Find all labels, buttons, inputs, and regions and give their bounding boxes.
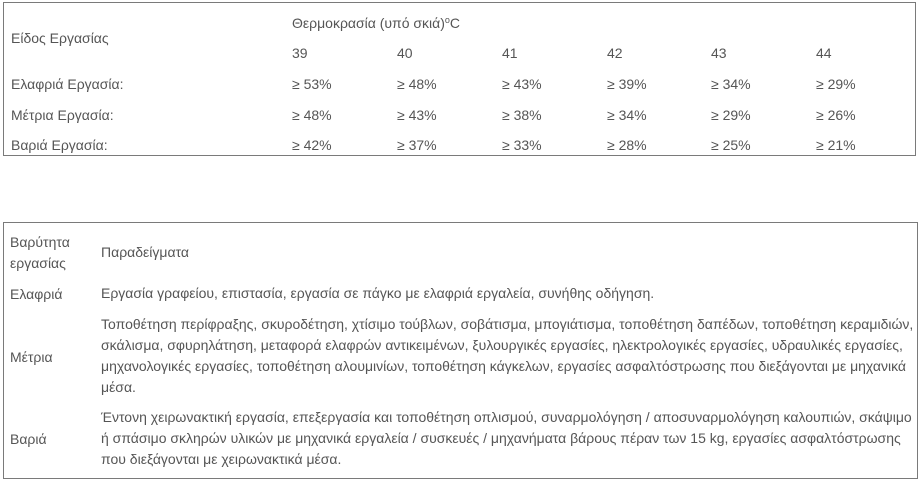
severity-desc-heavy: Έντονη χειρωνακτική εργασία, επεξεργασία και τοποθέτηση οπλισμού, συναρμολόγηση / αποσυναρμολόγηση καλουπιών, σκάψιμο ή σπάσιμο σκληρών υλικών με μηχανικά εργαλεία / συσκευές / μηχανήματα βάρους πέραν των 15 kg, εργασίες ασφαλτόστρωσης που διεξάγονται με χειρωνακτικά μέσα. [101,409,912,467]
temperature-col-42: 42 [607,45,623,61]
table-cell: ≥ 37% [397,137,437,153]
table-cell: ≥ 43% [397,107,437,123]
table-cell: ≥ 21% [816,137,856,153]
work-type-header: Είδος Εργασίας [11,30,109,46]
severity-label-heavy: Βαριά [10,431,47,447]
row-label-medium: Μέτρια Εργασία: [11,107,114,123]
table-cell: ≥ 26% [816,107,856,123]
table-cell: ≥ 34% [711,76,751,92]
severity-label-medium: Μέτρια [10,349,53,365]
severity-header-line2: εργασίας [10,255,66,271]
table-cell: ≥ 29% [711,107,751,123]
temperature-col-41: 41 [502,45,518,61]
humidity-threshold-table [3,2,916,156]
table-cell: ≥ 48% [397,76,437,92]
row-label-light: Ελαφριά Εργασία: [11,76,124,92]
table-cell: ≥ 34% [607,107,647,123]
severity-header-line1: Βαρύτητα [10,234,70,250]
examples-header: Παραδείγματα [101,244,189,260]
table-cell: ≥ 42% [292,137,332,153]
severity-desc-light: Εργασία γραφείου, επιστασία, εργασία σε πάγκο με ελαφριά εργαλεία, συνήθης οδήγηση. [101,285,655,301]
temperature-col-43: 43 [711,45,727,61]
work-severity-table [3,222,918,479]
temperature-col-44: 44 [816,45,832,61]
severity-desc-medium: Τοποθέτηση περίφραξης, σκυροδέτηση, χτίσιμο τούβλων, σοβάτισμα, μπογιάτισμα, τοποθέτηση δαπέδων, τοποθέτηση κεραμιδιών, σκάλισμα, σφυρηλάτηση, μεταφορά ελαφρών αντικειμένων, ξυλουργικές εργασίες, ηλεκτρολογικές εργασίες, υδραυλικές εργασίες, μηχανολογικές εργασίες, τοποθέτηση αλουμινίων, τοποθέτηση κάγκελων, εργασίες ασφαλτόστρωσης που διεξάγονται με μηχανικά μέσα. [101,316,914,395]
table-cell: ≥ 39% [607,76,647,92]
table-cell: ≥ 25% [711,137,751,153]
table-cell: ≥ 48% [292,107,332,123]
temperature-col-39: 39 [292,45,308,61]
table-cell: ≥ 53% [292,76,332,92]
table-cell: ≥ 43% [502,76,542,92]
table-cell: ≥ 33% [502,137,542,153]
temperature-col-40: 40 [397,45,413,61]
table-cell: ≥ 38% [502,107,542,123]
table-cell: ≥ 28% [607,137,647,153]
severity-label-light: Ελαφριά [10,286,63,302]
temperature-header: Θερμοκρασία (υπό σκιά)$^o$C [292,15,461,31]
row-label-heavy: Βαριά Εργασία: [11,137,108,153]
table-cell: ≥ 29% [816,76,856,92]
